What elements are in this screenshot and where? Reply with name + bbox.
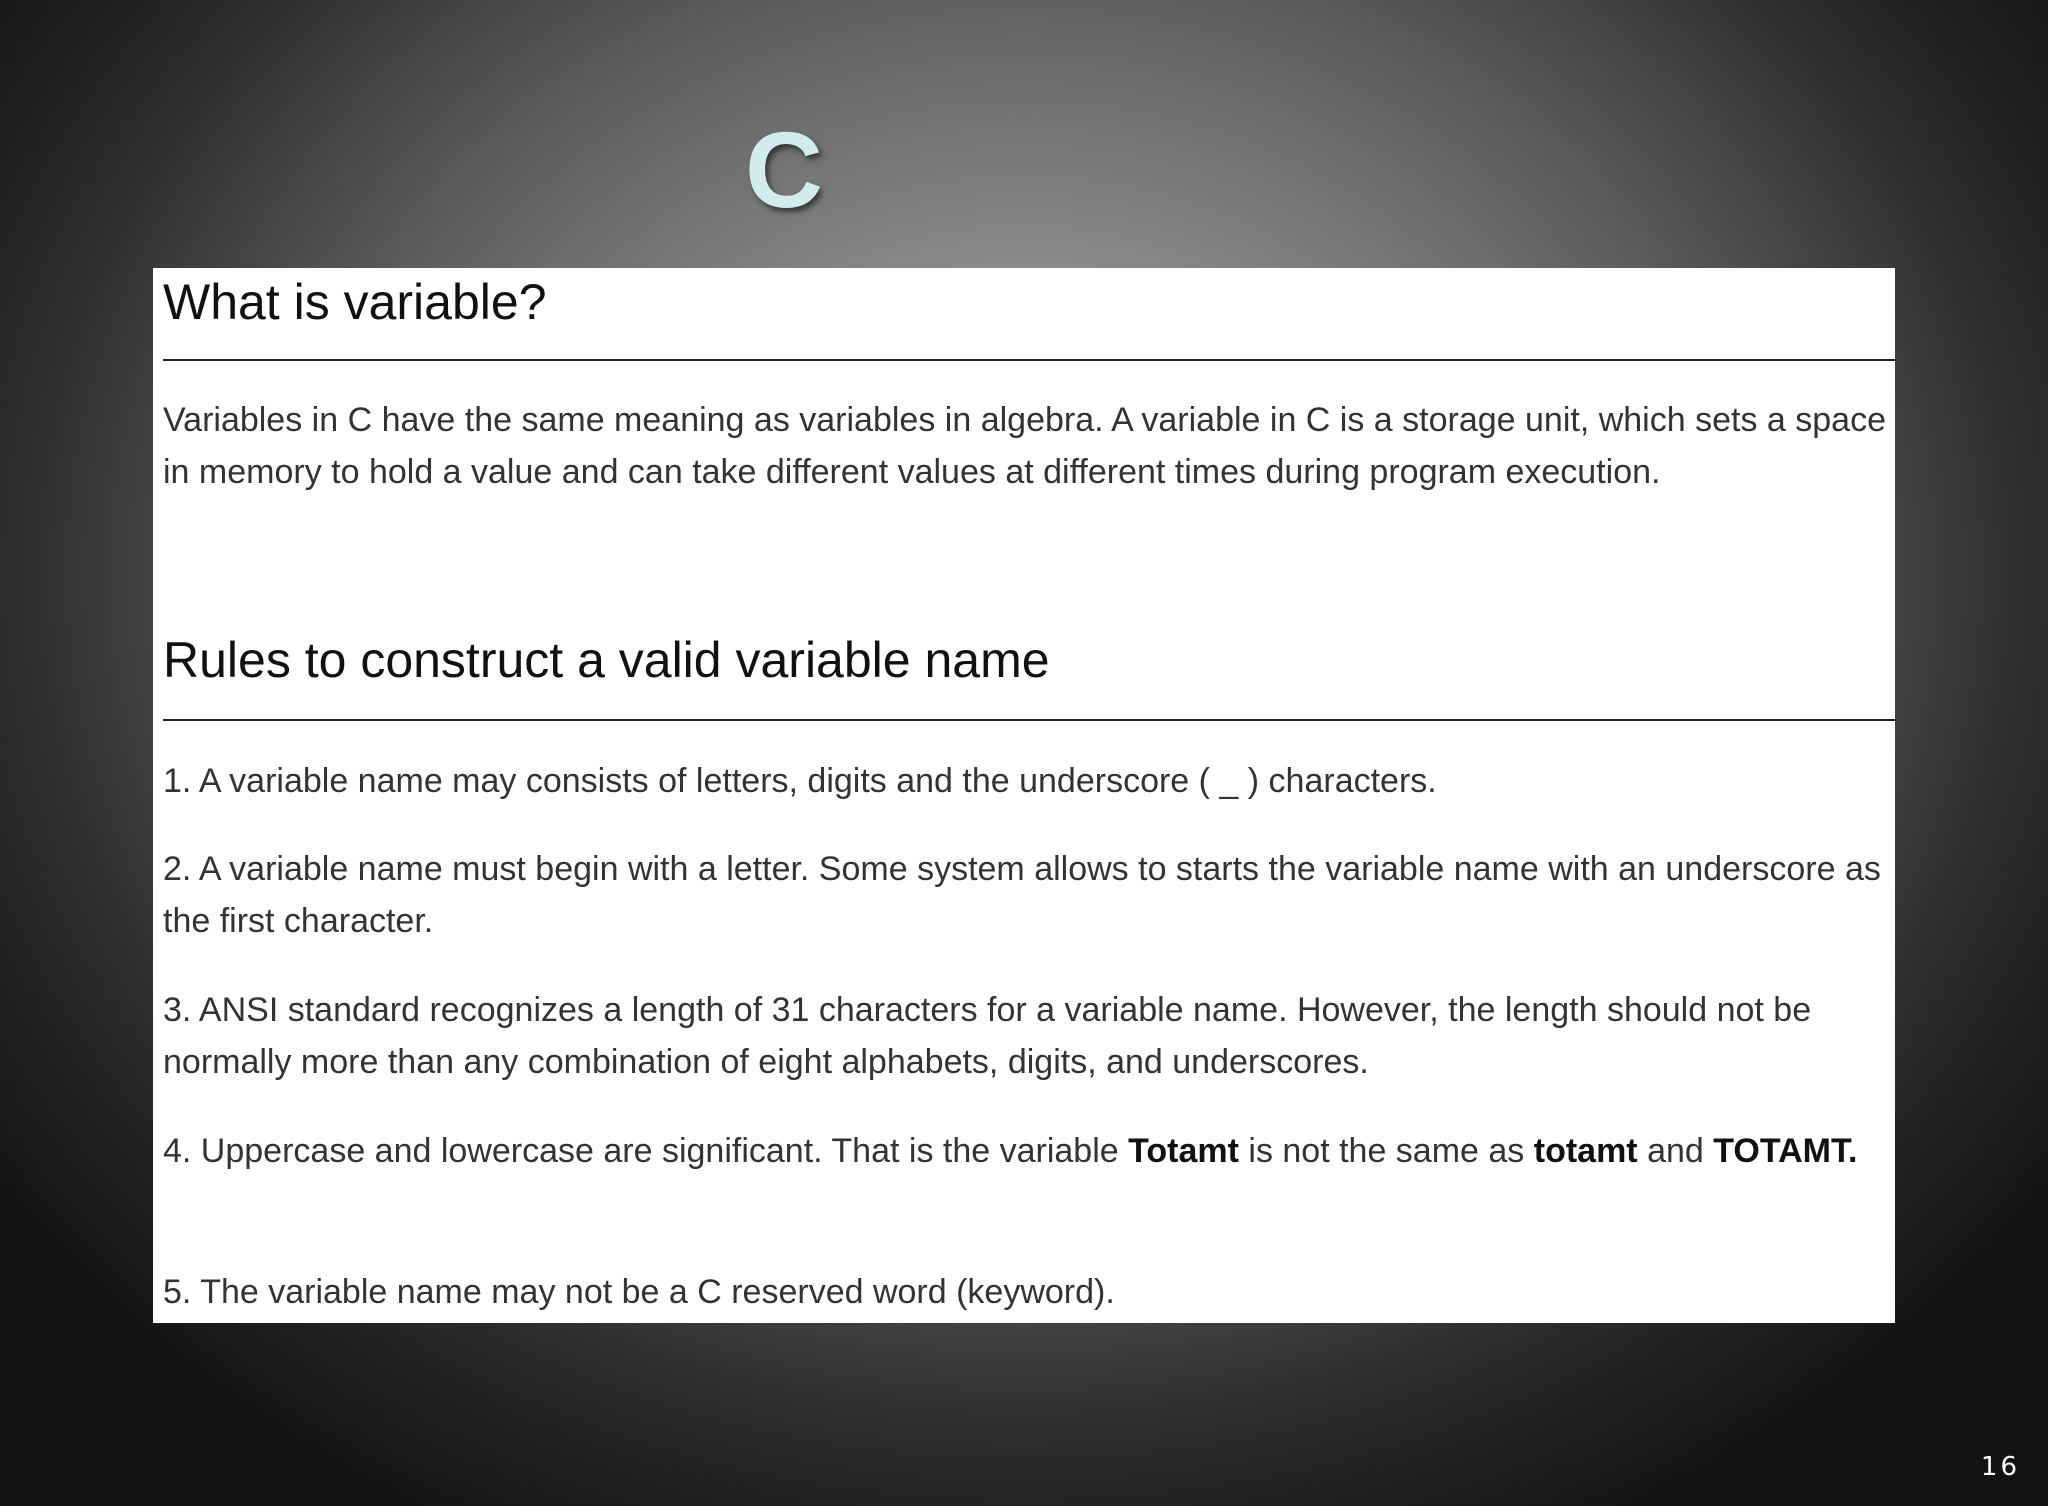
heading-divider <box>163 359 1895 361</box>
rule-item-5: 5. The variable name may not be a C reserved word (keyword). <box>163 1273 1115 1311</box>
rule-item-4-text: is not the same as <box>1238 1132 1534 1170</box>
slide-page-number: 16 <box>1980 1452 2020 1482</box>
variable-definition-paragraph: Variables in C have the same meaning as variables in algebra. A variable in C is a storage unit, which sets a space in memory to hold a value and can take different values at different times during program execution. <box>163 401 1886 491</box>
rule-item-4-example-uppercase: TOTAMT. <box>1713 1132 1858 1170</box>
rule-item-3: 3. ANSI standard recognizes a length of 31 characters for a variable name. However, the length should not be normally more than any combination of eight alphabets, digits, and underscores. <box>163 991 1812 1081</box>
rule-item-4-example-lowercase: totamt <box>1533 1132 1638 1170</box>
rule-item-1: 1. A variable name may consists of letters, digits and the underscore ( _ ) characters. <box>163 762 1437 800</box>
rule-item-4 <box>163 1125 1888 1177</box>
content-panel <box>153 268 1895 1323</box>
section-heading-rules: Rules to construct a valid variable name <box>163 632 1050 688</box>
heading-divider <box>163 719 1895 721</box>
rule-item-4-example-totamt: Totamt <box>1128 1132 1239 1170</box>
slide-title: C <box>745 109 823 230</box>
rule-item-4-text: and <box>1637 1132 1714 1170</box>
rule-item-2: 2. A variable name must begin with a letter. Some system allows to starts the variable name with an underscore as the first character. <box>163 850 1881 940</box>
rule-item-4-text: 4. Uppercase and lowercase are significant. That is the variable <box>163 1132 1129 1170</box>
section-heading-what-is-variable: What is variable? <box>163 274 547 330</box>
